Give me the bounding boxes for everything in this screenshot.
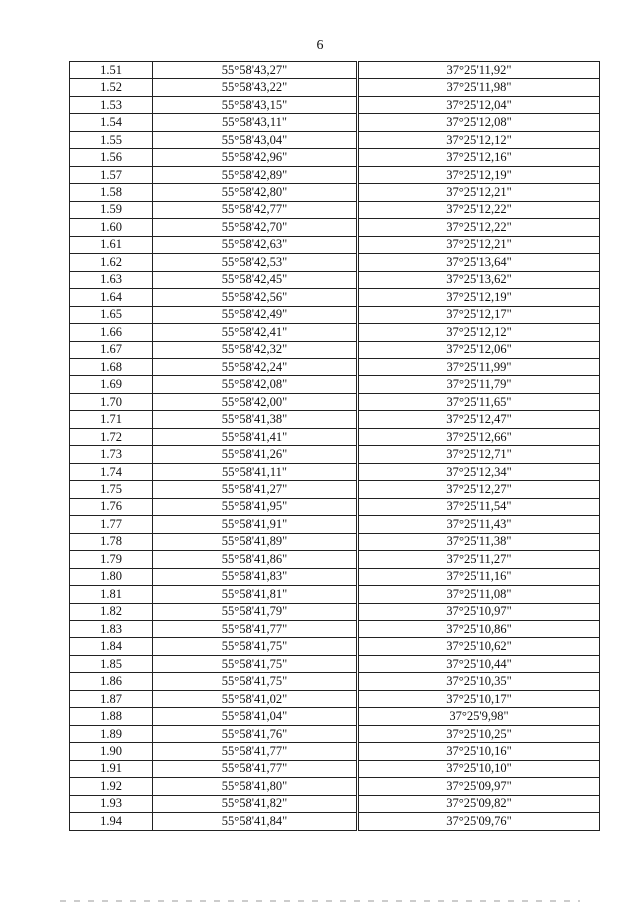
longitude-cell: 37°25'12,19" [358, 166, 600, 183]
point-number-cell: 1.51 [70, 62, 153, 79]
point-number-cell: 1.61 [70, 236, 153, 253]
longitude-cell: 37°25'12,12" [358, 324, 600, 341]
latitude-cell: 55°58'41,83" [153, 568, 358, 585]
longitude-cell: 37°25'10,44" [358, 655, 600, 672]
table-row [70, 96, 600, 113]
latitude-cell: 55°58'41,41" [153, 428, 358, 445]
table-row [70, 271, 600, 288]
latitude-cell: 55°58'41,75" [153, 673, 358, 690]
latitude-cell: 55°58'41,77" [153, 760, 358, 777]
longitude-cell: 37°25'11,43" [358, 516, 600, 533]
longitude-cell: 37°25'11,99" [358, 358, 600, 375]
longitude-cell: 37°25'13,64" [358, 254, 600, 271]
point-number-cell: 1.67 [70, 341, 153, 358]
latitude-cell: 55°58'41,89" [153, 533, 358, 550]
point-number-cell: 1.72 [70, 428, 153, 445]
longitude-cell: 37°25'10,25" [358, 725, 600, 742]
longitude-cell: 37°25'12,16" [358, 149, 600, 166]
latitude-cell: 55°58'42,49" [153, 306, 358, 323]
point-number-cell: 1.63 [70, 271, 153, 288]
latitude-cell: 55°58'42,70" [153, 219, 358, 236]
table-row [70, 201, 600, 218]
latitude-cell: 55°58'41,75" [153, 638, 358, 655]
table-row [70, 673, 600, 690]
point-number-cell: 1.78 [70, 533, 153, 550]
longitude-cell: 37°25'12,34" [358, 463, 600, 480]
point-number-cell: 1.65 [70, 306, 153, 323]
table-row [70, 690, 600, 707]
longitude-cell: 37°25'11,08" [358, 586, 600, 603]
point-number-cell: 1.84 [70, 638, 153, 655]
point-number-cell: 1.88 [70, 708, 153, 725]
longitude-cell: 37°25'13,62" [358, 271, 600, 288]
latitude-cell: 55°58'41,04" [153, 708, 358, 725]
point-number-cell: 1.58 [70, 184, 153, 201]
table-row [70, 551, 600, 568]
longitude-cell: 37°25'12,19" [358, 289, 600, 306]
latitude-cell: 55°58'41,11" [153, 463, 358, 480]
table-row [70, 79, 600, 96]
longitude-cell: 37°25'12,27" [358, 481, 600, 498]
latitude-cell: 55°58'41,82" [153, 795, 358, 812]
longitude-cell: 37°25'9,98" [358, 708, 600, 725]
point-number-cell: 1.76 [70, 498, 153, 515]
longitude-cell: 37°25'11,65" [358, 393, 600, 410]
latitude-cell: 55°58'41,75" [153, 655, 358, 672]
table-row [70, 760, 600, 777]
table-row [70, 254, 600, 271]
longitude-cell: 37°25'12,22" [358, 219, 600, 236]
table-row [70, 725, 600, 742]
table-row [70, 131, 600, 148]
point-number-cell: 1.77 [70, 516, 153, 533]
table-row [70, 603, 600, 620]
table-row [70, 114, 600, 131]
table-row [70, 376, 600, 393]
table-row [70, 306, 600, 323]
point-number-cell: 1.59 [70, 201, 153, 218]
table-row [70, 446, 600, 463]
latitude-cell: 55°58'42,56" [153, 289, 358, 306]
point-number-cell: 1.66 [70, 324, 153, 341]
latitude-cell: 55°58'41,80" [153, 778, 358, 795]
latitude-cell: 55°58'41,76" [153, 725, 358, 742]
table-row [70, 568, 600, 585]
point-number-cell: 1.64 [70, 289, 153, 306]
point-number-cell: 1.62 [70, 254, 153, 271]
longitude-cell: 37°25'12,22" [358, 201, 600, 218]
point-number-cell: 1.81 [70, 586, 153, 603]
latitude-cell: 55°58'41,91" [153, 516, 358, 533]
latitude-cell: 55°58'41,86" [153, 551, 358, 568]
point-number-cell: 1.57 [70, 166, 153, 183]
table-row [70, 708, 600, 725]
table-row [70, 184, 600, 201]
latitude-cell: 55°58'43,04" [153, 131, 358, 148]
point-number-cell: 1.56 [70, 149, 153, 166]
table-row [70, 621, 600, 638]
latitude-cell: 55°58'42,00" [153, 393, 358, 410]
longitude-cell: 37°25'11,98" [358, 79, 600, 96]
latitude-cell: 55°58'41,26" [153, 446, 358, 463]
latitude-cell: 55°58'41,77" [153, 743, 358, 760]
longitude-cell: 37°25'10,10" [358, 760, 600, 777]
coordinates-table-body [70, 62, 600, 831]
table-row [70, 638, 600, 655]
latitude-cell: 55°58'42,77" [153, 201, 358, 218]
table-row [70, 236, 600, 253]
longitude-cell: 37°25'12,12" [358, 131, 600, 148]
latitude-cell: 55°58'43,11" [153, 114, 358, 131]
longitude-cell: 37°25'12,04" [358, 96, 600, 113]
longitude-cell: 37°25'10,62" [358, 638, 600, 655]
point-number-cell: 1.70 [70, 393, 153, 410]
longitude-cell: 37°25'12,06" [358, 341, 600, 358]
longitude-cell: 37°25'12,21" [358, 236, 600, 253]
latitude-cell: 55°58'42,53" [153, 254, 358, 271]
latitude-cell: 55°58'43,27" [153, 62, 358, 79]
latitude-cell: 55°58'41,79" [153, 603, 358, 620]
latitude-cell: 55°58'42,41" [153, 324, 358, 341]
longitude-cell: 37°25'12,71" [358, 446, 600, 463]
latitude-cell: 55°58'41,95" [153, 498, 358, 515]
point-number-cell: 1.85 [70, 655, 153, 672]
point-number-cell: 1.55 [70, 131, 153, 148]
table-row [70, 219, 600, 236]
table-row [70, 813, 600, 830]
point-number-cell: 1.90 [70, 743, 153, 760]
table-row [70, 533, 600, 550]
longitude-cell: 37°25'09,82" [358, 795, 600, 812]
longitude-cell: 37°25'11,54" [358, 498, 600, 515]
table-row [70, 358, 600, 375]
table-row [70, 428, 600, 445]
scan-artifact-line [60, 900, 580, 902]
point-number-cell: 1.73 [70, 446, 153, 463]
table-row [70, 324, 600, 341]
point-number-cell: 1.60 [70, 219, 153, 236]
latitude-cell: 55°58'42,45" [153, 271, 358, 288]
longitude-cell: 37°25'10,17" [358, 690, 600, 707]
point-number-cell: 1.92 [70, 778, 153, 795]
latitude-cell: 55°58'42,24" [153, 358, 358, 375]
latitude-cell: 55°58'43,15" [153, 96, 358, 113]
table-row [70, 149, 600, 166]
point-number-cell: 1.87 [70, 690, 153, 707]
latitude-cell: 55°58'42,63" [153, 236, 358, 253]
latitude-cell: 55°58'41,38" [153, 411, 358, 428]
latitude-cell: 55°58'43,22" [153, 79, 358, 96]
latitude-cell: 55°58'42,96" [153, 149, 358, 166]
point-number-cell: 1.74 [70, 463, 153, 480]
point-number-cell: 1.80 [70, 568, 153, 585]
table-row [70, 516, 600, 533]
point-number-cell: 1.86 [70, 673, 153, 690]
longitude-cell: 37°25'11,27" [358, 551, 600, 568]
longitude-cell: 37°25'09,97" [358, 778, 600, 795]
longitude-cell: 37°25'09,76" [358, 813, 600, 830]
point-number-cell: 1.93 [70, 795, 153, 812]
page-number: 6 [316, 38, 324, 53]
coordinates-table [69, 61, 600, 831]
point-number-cell: 1.89 [70, 725, 153, 742]
latitude-cell: 55°58'41,02" [153, 690, 358, 707]
longitude-cell: 37°25'10,86" [358, 621, 600, 638]
table-row [70, 62, 600, 79]
point-number-cell: 1.83 [70, 621, 153, 638]
point-number-cell: 1.71 [70, 411, 153, 428]
longitude-cell: 37°25'10,35" [358, 673, 600, 690]
point-number-cell: 1.52 [70, 79, 153, 96]
table-row [70, 586, 600, 603]
table-row [70, 655, 600, 672]
longitude-cell: 37°25'12,08" [358, 114, 600, 131]
latitude-cell: 55°58'41,27" [153, 481, 358, 498]
longitude-cell: 37°25'10,97" [358, 603, 600, 620]
latitude-cell: 55°58'41,81" [153, 586, 358, 603]
point-number-cell: 1.54 [70, 114, 153, 131]
table-row [70, 411, 600, 428]
table-row [70, 481, 600, 498]
point-number-cell: 1.69 [70, 376, 153, 393]
table-row [70, 498, 600, 515]
latitude-cell: 55°58'41,77" [153, 621, 358, 638]
point-number-cell: 1.68 [70, 358, 153, 375]
table-row [70, 795, 600, 812]
longitude-cell: 37°25'12,17" [358, 306, 600, 323]
point-number-cell: 1.79 [70, 551, 153, 568]
longitude-cell: 37°25'11,79" [358, 376, 600, 393]
table-row [70, 743, 600, 760]
point-number-cell: 1.82 [70, 603, 153, 620]
point-number-cell: 1.53 [70, 96, 153, 113]
longitude-cell: 37°25'12,47" [358, 411, 600, 428]
latitude-cell: 55°58'42,80" [153, 184, 358, 201]
latitude-cell: 55°58'41,84" [153, 813, 358, 830]
point-number-cell: 1.91 [70, 760, 153, 777]
longitude-cell: 37°25'12,66" [358, 428, 600, 445]
table-row [70, 341, 600, 358]
longitude-cell: 37°25'10,16" [358, 743, 600, 760]
table-row [70, 778, 600, 795]
longitude-cell: 37°25'11,16" [358, 568, 600, 585]
table-row [70, 463, 600, 480]
longitude-cell: 37°25'11,92" [358, 62, 600, 79]
latitude-cell: 55°58'42,08" [153, 376, 358, 393]
table-row [70, 393, 600, 410]
latitude-cell: 55°58'42,32" [153, 341, 358, 358]
point-number-cell: 1.94 [70, 813, 153, 830]
table-row [70, 289, 600, 306]
point-number-cell: 1.75 [70, 481, 153, 498]
table-row [70, 166, 600, 183]
longitude-cell: 37°25'12,21" [358, 184, 600, 201]
latitude-cell: 55°58'42,89" [153, 166, 358, 183]
longitude-cell: 37°25'11,38" [358, 533, 600, 550]
